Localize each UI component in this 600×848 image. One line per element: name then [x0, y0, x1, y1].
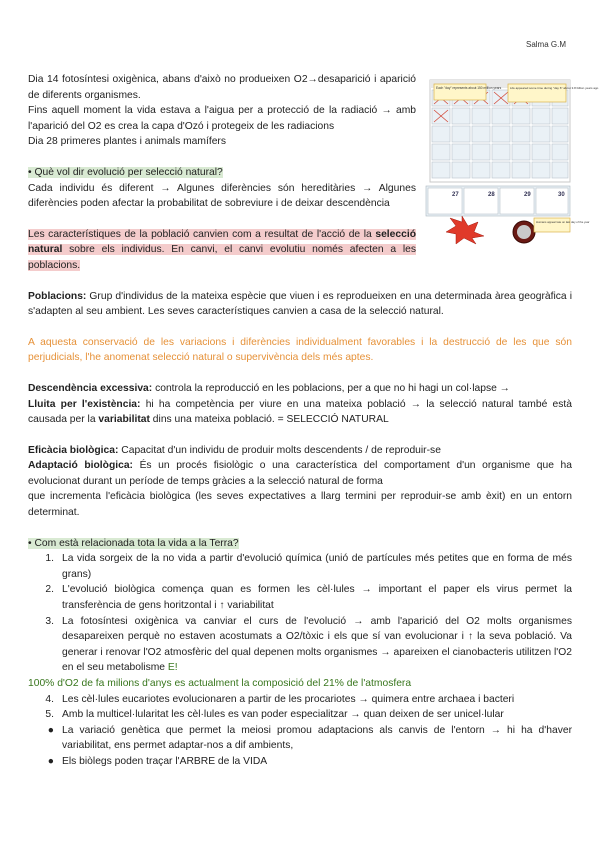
text-descendencia: controla la reproducció en les poblacions, per a que no hi hagi un col·lapse → [152, 382, 510, 394]
highlighted-statement-pre: Les característiques de la població canvien com a resultat de l'acció de la [28, 228, 376, 240]
calendar-day-30: 30 [558, 192, 565, 198]
definition-lluita [28, 397, 572, 428]
calendar-note-1: Each "day" represents about 150 million years [436, 86, 502, 90]
list-item: 5. Amb la multicel·lularitat les cèl·lules es van poder especialitzar → quan deixen de ser unicel·lular [45, 709, 504, 721]
oxygen-note: 100% d'O2 de fa milions d'anys es actualment la composició del 21% de l'atmosfera [28, 678, 412, 689]
intro-line-2: Fins aquell moment la vida estava a l'aigua per a protecció de la radiació → amb l'aparició del O2 es crea la capa d'Ozó i protegeix de les radiacions [28, 105, 416, 132]
text-adaptacio: És un procés fisiològic o una característica del comportament d'un organisme que ha evolucionat durant un període de temps gràcies a la selecció natural de forma [28, 460, 572, 487]
highlighted-statement-post: sobre els individus. En canvi, el canvi evolutiu només afecten a les poblacions. [28, 244, 416, 271]
question-selection-text: Què vol dir evolució per selecció natural? [34, 166, 223, 178]
term-eficacia: Eficàcia biològica: [28, 444, 119, 456]
term-descendencia: Descendència excessiva: [28, 382, 153, 394]
question-selection: • Què vol dir evolució per selecció natural? [28, 166, 223, 178]
question-life: • Com està relacionada tota la vida a la Terra? [28, 537, 239, 549]
list-item: 3. La fotosíntesi oxigènica va canviar el curs de l'evolució → amb l'aparició del O2 molts organismes desapareixen perquè no estaven acostumats a O2/tòxic i els que sí van evolucionar i ↑ la seva població. Va generar i renovar l'O2 atmosfèric del qual depenen molts organismes → apareixen el cianobacteris utilitzen l'O2 en el seu metabolisme E! [45, 615, 572, 674]
definition-adaptacio-cont: que incrementa l'eficàcia biològica (les seves expectatives a llarg termini per reproduir-se amb èxit) en un entorn determinat. [28, 491, 572, 519]
calendar-day-28: 28 [488, 192, 495, 198]
green-mark: E! [167, 662, 178, 674]
highlighted-statement [28, 227, 416, 274]
list-item: 1. La vida sorgeix de la no vida a partir d'evolució química (unió de partícules més petites que en forma de més grans) [45, 553, 572, 580]
text-lluita-1: hi ha competència per viure en una mateixa població → la selecció natural també està causada per la [28, 398, 572, 426]
intro-line-3: Dia 28 primeres plantes i animals mamífers [28, 136, 226, 148]
term-adaptacio: Adaptació biològica: [28, 460, 133, 472]
intro-line-1: Dia 14 fotosíntesi oxigènica, abans d'això no produeixen O2→desaparició i aparició de diferents organismes. [28, 74, 416, 101]
answer-selection: Cada individu és diferent → Algunes diferències són hereditàries → Algunes diferències poden afectar la probabilitat de sobreviure i de deixar descendència [28, 182, 416, 210]
term-lluita: Lluita per l'existència: [28, 398, 141, 410]
darwin-quote: A aquesta conservació de les variacions i diferències individualment favorables i la destrucció de les que són perjudicials, l'he anomenat selecció natural o supervivència dels més aptes. [28, 336, 572, 364]
calendar-note-2: Life appeared some time during "day 6" about 3.8 billion years ago [510, 86, 599, 90]
highlighted-statement-bold: selecció natural [28, 228, 416, 256]
term-poblacions: Poblacions: [28, 290, 87, 302]
definition-adaptacio [28, 458, 572, 489]
calendar-day-29: 29 [524, 192, 531, 198]
question-life-text: Com està relacionada tota la vida a la Terra? [34, 537, 239, 549]
bullet-item: ● Els biòlegs poden traçar l'ARBRE de la VIDA [47, 755, 268, 767]
list-item: 4. Les cèl·lules eucariotes evolucionaren a partir de les procariotes → quimera entre archaea i bacteri [45, 693, 515, 705]
term-variabilitat: variabilitat [98, 414, 150, 426]
definition-descendencia [28, 381, 572, 397]
definition-eficacia [28, 443, 572, 459]
definition-poblacions [28, 289, 572, 320]
life-list [28, 551, 572, 676]
calendar-day-27: 27 [452, 192, 459, 198]
text-poblacions: Grup d'individus de la mateixa espècie que viuen i es reprodueixen en una determinada àrea geogràfica i s'adapten al seu ambient. Les seves característiques canvien a casa de la selecció natural. [28, 290, 572, 318]
text-eficacia: Capacitat d'un individu de produir molts descendents / de reproduir-se [118, 444, 441, 456]
document-body [28, 72, 572, 770]
bullet-item: ● La variació genètica que permet la meiosi promou adaptacions als canvis de l'entorn → hi ha d'haver variabilitat, ens permet adaptar-nos a dif ambients, [47, 724, 572, 752]
author-name: Salma G.M [525, 40, 566, 49]
life-list-2 [28, 692, 572, 770]
text-lluita-2: dins una mateixa població. = SELECCIÓ NATURAL [149, 414, 389, 426]
list-item: 2. L'evolució biològica comença quan es formen les cèl·lules → important el paper els virus permet la transferència de gens horitzontal i ↑ variabilitat [45, 584, 572, 612]
calendar-note-3: Humans appear late on last day of the year [536, 220, 590, 224]
